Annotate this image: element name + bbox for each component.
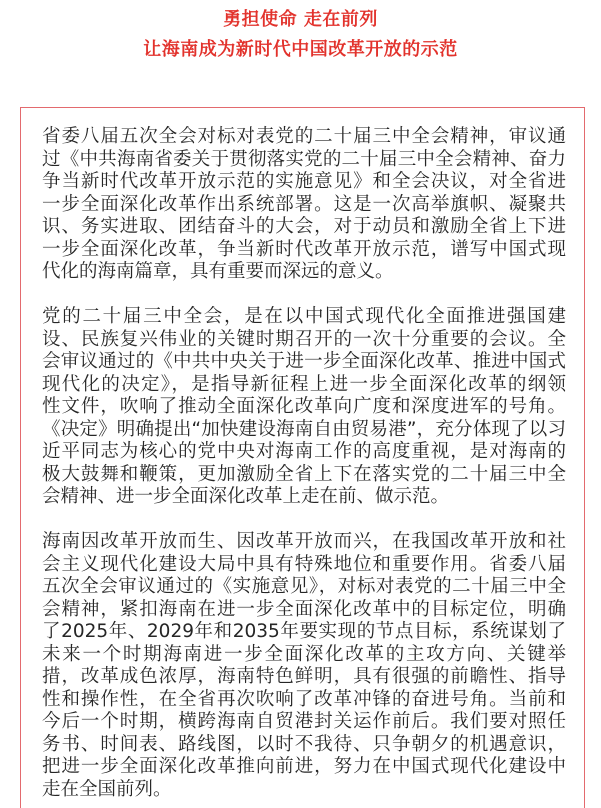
article-text-line: 性和操作性，在全省再次吹响了改革冲锋的奋进号角。当前和	[42, 688, 566, 710]
article-text-line: 会精神，紧扣海南在进一步全面深化改革中的目标定位，明确	[42, 598, 566, 620]
article-text-line: 会审议通过的《中共中央关于进一步全面深化改革、推进中国式	[42, 351, 566, 372]
article-text-line: 今后一个时期，横跨海南自贸港封关运作前后。我们要对照任	[42, 711, 566, 732]
article-text-line: 争当新时代改革开放示范的实施意见》和全会决议，对全省进	[42, 171, 566, 192]
article-text-line: 了2025年、2029年和2035年要实现的节点目标，系统谋划了	[42, 621, 566, 642]
article-text-line: 代化的海南篇章，具有重要而深远的意义。	[42, 261, 394, 282]
article-text-line: 设、民族复兴伟业的关键时期召开的一次十分重要的会议。全	[42, 328, 566, 350]
headline-main: 勇担使命 走在前列	[223, 9, 378, 30]
article-text-line: 过《中共海南省委关于贯彻落实党的二十届三中全会精神、奋力	[42, 148, 566, 170]
article-text-line: 识、务实进取、团结奋斗的大会，对于动员和激励全省上下进	[42, 216, 566, 237]
article-text-line: 会主义现代化建设大局中具有特殊地位和重要作用。省委八届	[42, 553, 566, 575]
article-text-line: 近平同志为核心的党中央对海南工作的高度重视，是对海南的	[42, 441, 566, 462]
article-text-line: 走在全国前列。	[42, 778, 172, 800]
paragraph-3	[42, 531, 566, 801]
article-text-line: 极大鼓舞和鞭策，更加激励全省上下在落实党的二十届三中全	[42, 463, 566, 485]
article-text-line: 《决定》明确提出“加快建设海南自由贸易港”，充分体现了以习	[42, 418, 566, 440]
article-text-line: 措，改革成色浓厚，海南特色鲜明，具有很强的前瞻性、指导	[42, 666, 566, 687]
article-text-line: 一步全面深化改革，争当新时代改革开放示范，谱写中国式现	[42, 238, 566, 260]
headline-sub: 让海南成为新时代中国改革开放的示范	[143, 39, 458, 60]
paragraph-2	[42, 306, 566, 509]
article-text-line: 现代化的决定》，是指导新征程上进一步全面深化改革的纲领	[42, 373, 566, 395]
article-text-line: 省委八届五次全会对标对表党的二十届三中全会精神，审议通	[42, 126, 566, 147]
article-box	[20, 107, 585, 808]
paragraph-1	[42, 126, 566, 284]
article-text-line: 五次全会审议通过的《实施意见》，对标对表党的二十届三中全	[42, 576, 566, 597]
article-text-line: 一步全面深化改革作出系统部署。这是一次高举旗帜、凝聚共	[42, 193, 566, 215]
article-text-line: 把进一步全面深化改革推向前进，努力在中国式现代化建设中	[42, 756, 566, 777]
article-text-line: 海南因改革开放而生、因改革开放而兴，在我国改革开放和社	[42, 531, 566, 552]
article-text-line: 会精神、进一步全面深化改革上走在前、做示范。	[42, 486, 450, 507]
article-text-line: 未来一个时期海南进一步全面深化改革的主攻方向、关键举	[42, 643, 566, 665]
article-text-line: 务书、时间表、路线图，以时不我待、只争朝夕的机遇意识，	[42, 733, 566, 755]
article-text-line: 党的二十届三中全会，是在以中国式现代化全面推进强国建	[42, 306, 566, 327]
article-text-line: 性文件，吹响了推动全面深化改革向广度和深度进军的号角。	[42, 396, 566, 417]
